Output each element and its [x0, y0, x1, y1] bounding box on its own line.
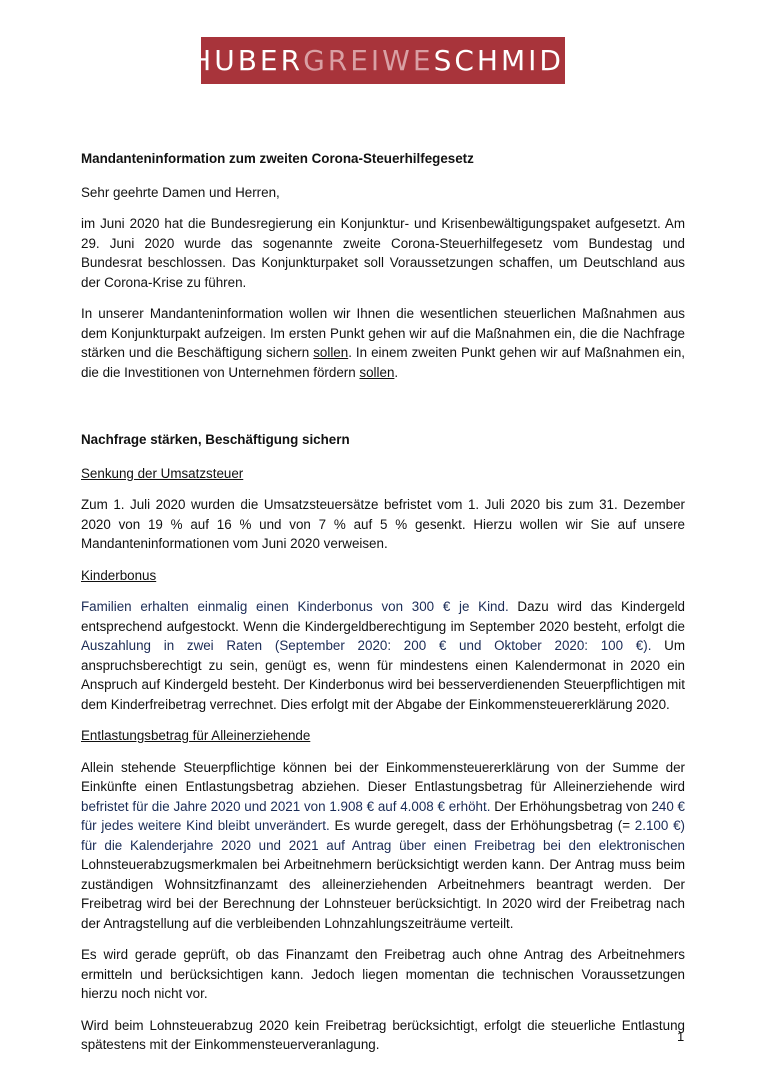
single-parents-paragraph: [81, 758, 685, 934]
company-logo: [190, 37, 576, 84]
overview-text-3: .: [394, 364, 399, 380]
child-bonus-highlight-1: Familien erhalten einmalig einen Kinderbonus von 300 € je Kind.: [81, 599, 509, 614]
overview-underlined-1: sollen: [313, 345, 349, 360]
logo-part-greiwe: GREIWE: [303, 44, 434, 77]
single-parents-text-4: Lohnsteuerabzugsmerkmalen bei Arbeitnehmern berücksichtigt werden kann. Der Antrag muss beim zuständigen Wohnsitzfinanzamt des alleinerziehenden Arbeitnehmers beantragt werden. Der Freibetrag wird bei der Berechnung der Lohnsteuer berücksichtigt. In 2020 wird der Freibetrag nach der Antragstellung auf die verbleibenden Lohnzahlungszeiträume verteilt.: [81, 857, 685, 931]
child-bonus-highlight-2: Auszahlung in zwei Raten (September 2020: 200 € und Oktober 2020: 100 €).: [81, 638, 652, 653]
check-paragraph: Es wird gerade geprüft, ob das Finanzamt den Freibetrag auch ohne Antrag des Arbeitnehmers ermitteln und berücksichtigen kann. Jedoch liegen momentan die technischen Voraussetzungen hierzu noch nicht vor.: [81, 947, 685, 1001]
logo-part-huber: HUBER: [190, 44, 304, 77]
overview-underlined-2: sollen: [359, 364, 395, 380]
document-title: Mandanteninformation zum zweiten Corona-Steuerhilfegesetz: [81, 151, 474, 166]
section-heading-demand: Nachfrage stärken, Beschäftigung sichern: [81, 432, 350, 447]
document-body: [81, 149, 685, 1055]
single-parents-highlight-1: befristet für die Jahre 2020 und 2021 von 1.908 € auf 4.008 € erhöht.: [81, 798, 491, 814]
child-bonus-text-1: Dazu wird das Kindergeld entsprechend aufgestockt. Wenn die Kindergeldberechtigung im September 2020 besteht, erfolgt die: [81, 599, 685, 634]
logo-dot: .: [563, 44, 576, 77]
salutation: Sehr geehrte Damen und Herren,: [81, 184, 280, 200]
single-parents-text-3: Es wurde geregelt, dass der Erhöhungsbetrag (=: [329, 818, 635, 833]
overview-text-1: In unserer Mandanteninformation wollen wir Ihnen die wesentlichen steuerlichen Maßnahmen aus dem Konjunkturpakt aufzeigen. Im ersten Punkt gehen wir auf die Maßnahmen ein, die die Nachfrage stärken und die Beschäftigung sichern: [81, 306, 685, 360]
subheading-vat: Senkung der Umsatzsteuer: [81, 465, 244, 481]
subheading-single-parents: Entlastungsbetrag für Alleinerziehende: [81, 728, 311, 743]
single-parents-text-1: Allein stehende Steuerpflichtige können bei der Einkommensteuererklärung von der Summe der Einkünfte einen Entlastungsbetrag abziehen. Dieser Entlastungsbetrag für Alleinerziehende wird: [81, 759, 685, 794]
child-bonus-text-2: Um anspruchsberechtigt zu sein, genügt es, wenn für mindestens einen Kalendermonat in 2020 ein Anspruch auf Kindergeld besteht. Der Kinderbonus wird bei besserverdienenden Steuerpflichtigen mit dem Kinderfreibetrag verrechnet. Dies erfolgt mit der Abgabe der Einkommensteuererklärung 2020.: [81, 638, 685, 712]
overview-text-2: . In einem zweiten Punkt gehen wir auf Maßnahmen ein, die die Investitionen von Unternehmen fördern: [81, 345, 685, 380]
vat-paragraph: Zum 1. Juli 2020 wurden die Umsatzsteuersätze befristet vom 1. Juli 2020 bis zum 31. Dezember 2020 von 19 % auf 16 % und von 7 % auf 5 % gesenkt. Hierzu wollen wir Sie auf unsere Mandanteninformationen vom Juni 2020 verweisen.: [81, 497, 685, 551]
subheading-child-bonus: Kinderbonus: [81, 567, 157, 583]
single-parents-highlight-2: 240 € für jedes weitere Kind bleibt unverändert.: [81, 798, 686, 833]
page-number: 1: [677, 1029, 685, 1044]
logo-part-schmid: SCHMID: [433, 44, 564, 77]
final-paragraph: Wird beim Lohnsteuerabzug 2020 kein Freibetrag berücksichtigt, erfolgt die steuerliche Entlastung spätestens mit der Einkommensteuerveranlagung.: [81, 1017, 685, 1052]
intro-paragraph: im Juni 2020 hat die Bundesregierung ein Konjunktur- und Krisenbewältigungspaket aufgesetzt. Am 29. Juni 2020 wurde das sogenannte zweite Corona-Steuerhilfegesetz vom Bundestag und Bundesrat beschlossen. Das Konjunkturpaket soll Voraussetzungen schaffen, um Deutschland aus der Corona-Krise zu führen.: [81, 216, 685, 290]
single-parents-highlight-3: 2.100 €) für die Kalenderjahre 2020 und 2021 auf Antrag über einen Freibetrag bei den elektronischen: [81, 818, 685, 853]
overview-paragraph: [81, 304, 685, 382]
single-parents-text-2: Der Erhöhungsbetrag von: [490, 798, 652, 814]
child-bonus-paragraph: [81, 597, 685, 714]
